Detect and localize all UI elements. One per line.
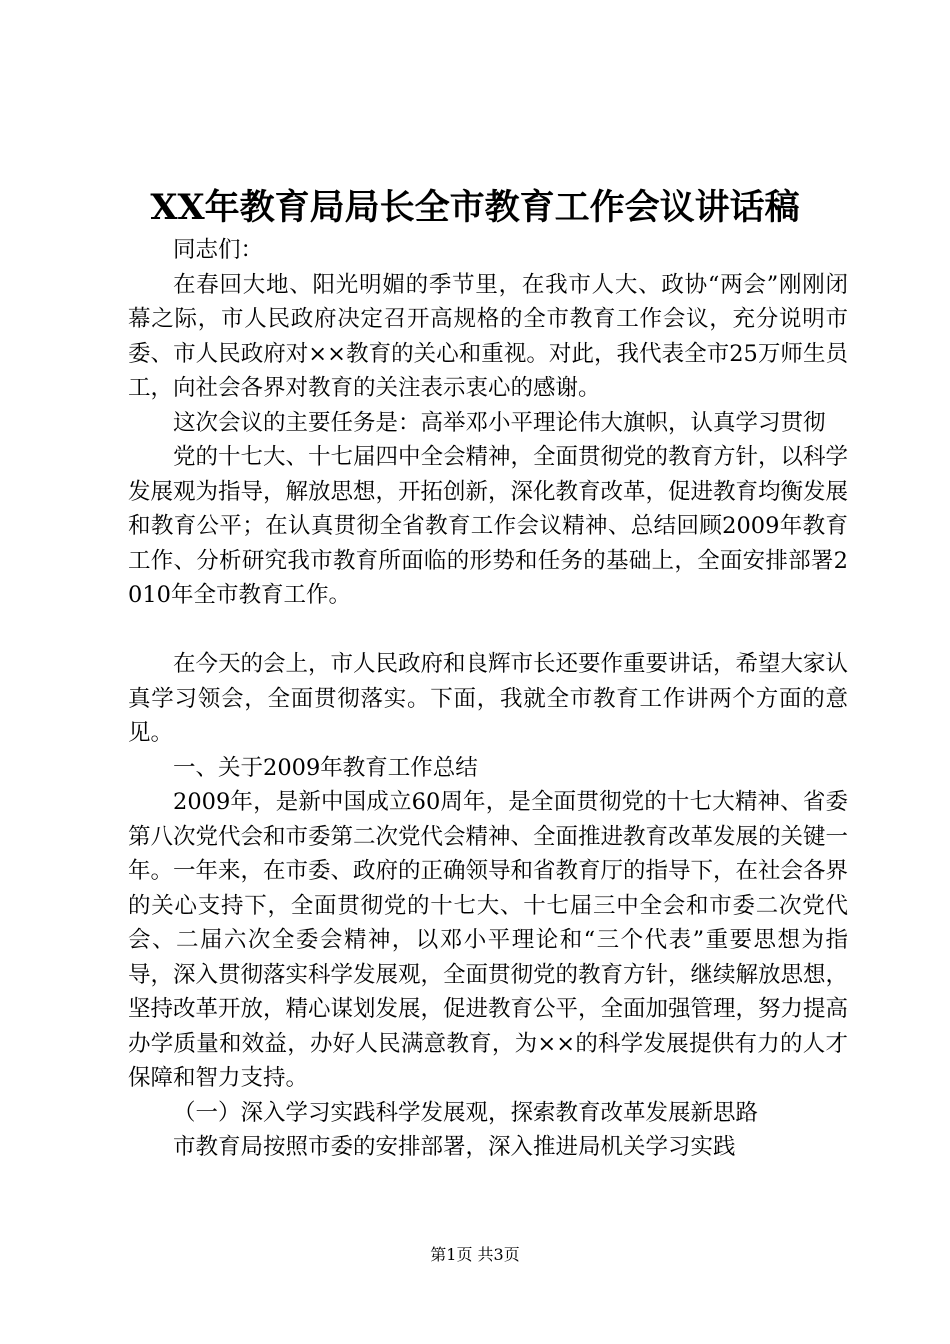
body-paragraph: 2009年，是新中国成立60周年，是全面贯彻党的十七大精神、省委第八次党代会和市委第二次党代会精神、全面推进教育改革发展的关键一年。一年来，在市委、政府的正确领导和省教育厅的指导下，在社会各界的关心支持下，全面贯彻党的十七大、十七届三中全会和市委二次党代会、二届六次全委会精神，以邓小平理论和“三个代表”重要思想为指导，深入贯彻落实科学发展观，全面贯彻党的教育方针，继续解放思想，坚持改革开放，精心谋划发展，促进教育公平，全面加强管理，努力提高办学质量和效益，办好人民满意教育，为××的科学发展提供有力的人才保障和智力支持。 (128, 789, 849, 1091)
section-heading: 一、关于2009年教育工作总结 (173, 754, 478, 781)
document-body (128, 233, 848, 1165)
salutation: 同志们： (173, 237, 264, 263)
body-paragraph: 在春回大地、阳光明媚的季节里，在我市人大、政协“两会”刚刚闭幕之际，市人民政府决定召开高规格的全市教育工作会议，充分说明市委、市人民政府对××教育的关心和重视。对此，我代表全市25万师生员工，向社会各界对教育的关注表示衷心的感谢。 (128, 271, 848, 401)
document-title: XX年教育局局长全市教育工作会议讲话稿 (150, 187, 800, 228)
subsection-heading: （一）深入学习实践科学发展观，探索教育改革发展新思路 (173, 1099, 759, 1126)
body-paragraph: 这次会议的主要任务是：高举邓小平理论伟大旗帜，认真学习贯彻 (173, 409, 826, 436)
body-paragraph: 市教育局按照市委的安排部署，深入推进局机关学习实践 (173, 1134, 736, 1160)
body-paragraph: 党的十七大、十七届四中全会精神，全面贯彻党的教育方针，以科学发展观为指导，解放思想，开拓创新，深化教育改革，促进教育均衡发展和教育公平；在认真贯彻全省教育工作会议精神、总结回顾2009年教育工作、分析研究我市教育所面临的形势和任务的基础上，全面安排部署2010年全市教育工作。 (128, 444, 849, 608)
body-paragraph: 在今天的会上，市人民政府和良辉市长还要作重要讲话，希望大家认真学习领会，全面贯彻落实。下面，我就全市教育工作讲两个方面的意见。 (128, 651, 849, 746)
page-number-footer: 第1页 共3页 (430, 1245, 520, 1264)
